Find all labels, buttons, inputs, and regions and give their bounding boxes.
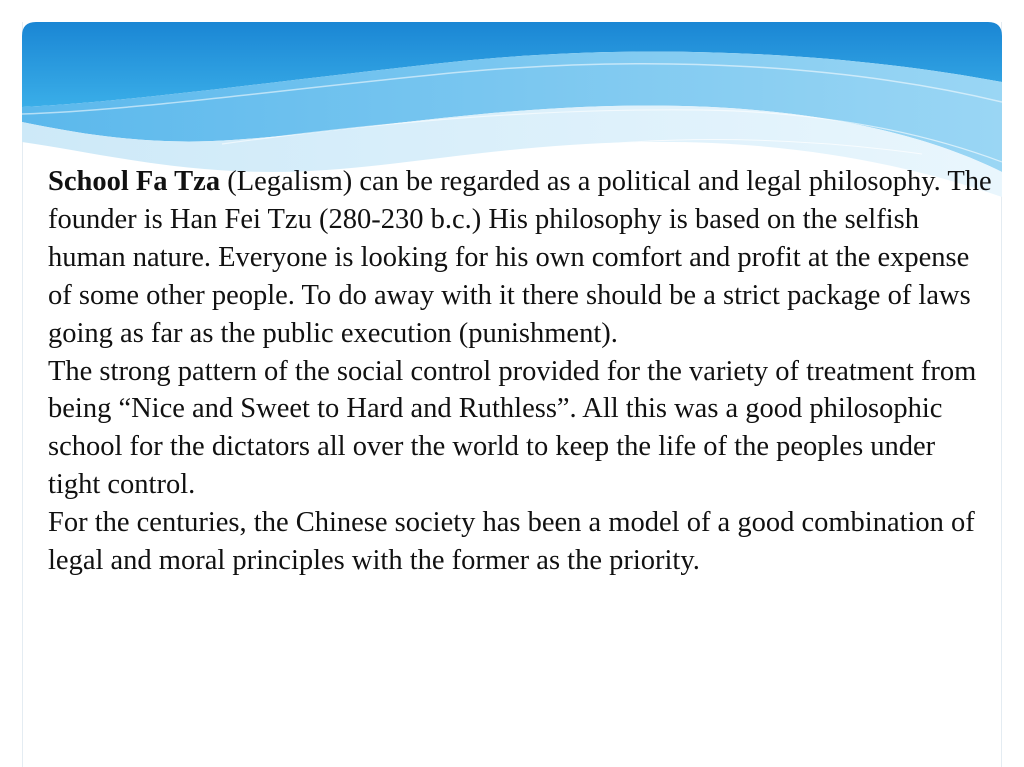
slide-body-text: [48, 163, 993, 580]
paragraph-social-control: The strong pattern of the social control provided for the variety of treatment from being “Nice and Sweet to Hard and Ruthless”. All this was a good philosophic school for the dictators all over the world to keep the life of the peoples under tight control.: [48, 355, 977, 501]
paragraph-legalism: [48, 163, 993, 353]
paragraph-chinese-society: For the centuries, the Chinese society has been a model of a good combination of legal and moral principles with the former as the priority.: [48, 507, 975, 577]
school-name-bold: School Fa Tza: [48, 166, 221, 197]
paragraph-legalism-text: (Legalism) can be regarded as a political and legal philosophy. The founder is Han Fei Tzu (280-230 b.c.) His philosophy is based on the selfish human nature. Everyone is looking for his own comfort and profit at the expense of some other people. To do away with it there should be a strict package of laws going as far as the public execution (punishment).: [48, 166, 992, 349]
